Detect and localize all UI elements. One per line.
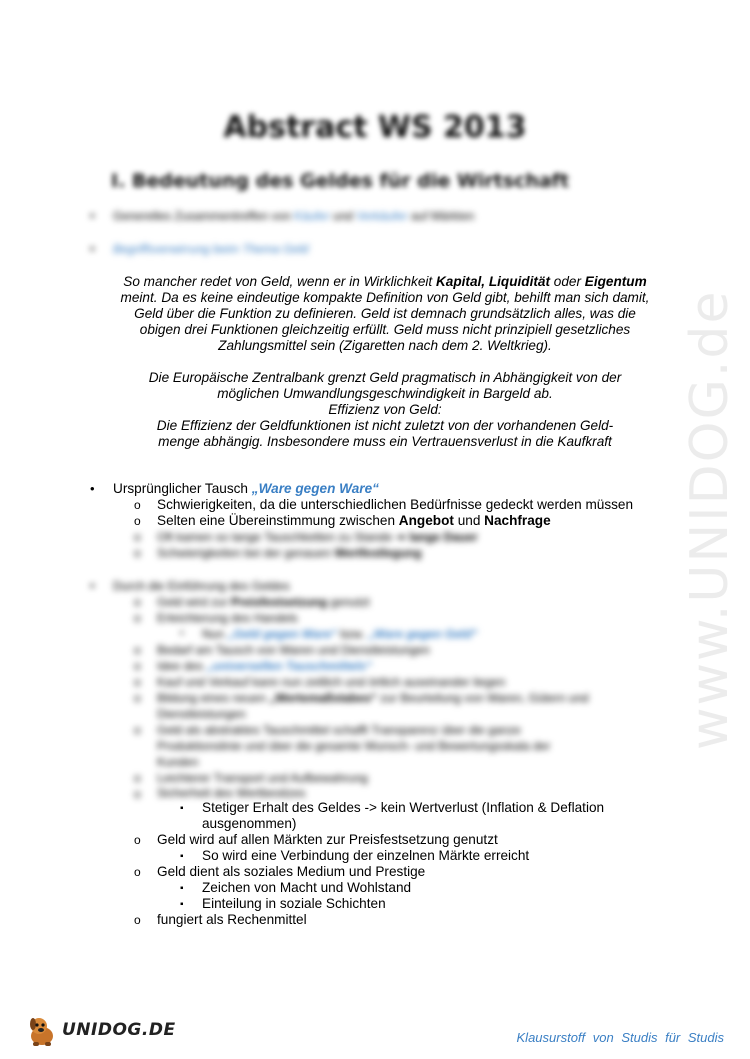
sub-bullet: o (134, 771, 141, 785)
sub-bullet: o (134, 643, 141, 657)
sub-bullet: o (134, 530, 141, 544)
tausch-item-3: Oft kamen so lange Tauschketten zu Stande ➔ lange Dauer (157, 530, 478, 544)
para1-line2: meint. Da es keine eindeutige kompakte Definition von Geld gibt, behilft man sich damit, (120, 290, 650, 305)
para1-line4: obigen drei Funktionen gleichzeitig erfüllt. Geld muss nicht prinzipiell gesetzliches (139, 322, 631, 337)
geld-item-12: fungiert als Rechenmittel (157, 912, 307, 927)
watermark (650, 280, 750, 760)
geld-item-9: Sicherheit des Wertbesitzes (157, 786, 306, 800)
para2-line4: Die Effizienz der Geldfunktionen ist nicht zuletzt von der vorhandenen Geld- (156, 418, 614, 433)
intro-bullet-2: Begriffsverwirrung beim Thema Geld (113, 242, 309, 256)
sub-bullet: o (134, 913, 141, 927)
sub-bullet: o (134, 514, 141, 528)
geld-item-1: Geld wird zur Preisfestsetzung genutzt (157, 595, 370, 609)
para2-line3: Effizienz von Geld: (328, 402, 442, 417)
sub-sub-bullet: ▪ (180, 803, 184, 814)
tausch-heading: Ursprünglicher Tausch „Ware gegen Ware“ (113, 481, 379, 496)
sub-sub-bullet: ▪ (180, 628, 184, 639)
bullet: • (90, 481, 95, 496)
geld-item-3: Bedarf am Tausch von Waren und Dienstleistungen (157, 643, 430, 657)
geld-item-6: Bildung eines neuen „Wertemaßstabes“ zur Beurteilung von Waren, Gütern und (157, 691, 589, 705)
bullet: • (90, 208, 95, 223)
sub-bullet: o (134, 498, 141, 512)
geld-item-7-cont2: Kunden (157, 755, 199, 769)
geld-item-10: Geld wird auf allen Märkten zur Preisfestsetzung genutzt (157, 832, 498, 847)
definition-paragraph (100, 274, 670, 354)
sub-sub-bullet: ▪ (180, 851, 184, 862)
geld-item-9-sub: Stetiger Erhalt des Geldes -> kein Wertverlust (Inflation & Deflation (202, 800, 605, 815)
geld-item-10-sub: So wird eine Verbindung der einzelnen Märkte erreicht (202, 848, 530, 863)
document-title: Abstract WS 2013 (223, 110, 527, 145)
geld-item-2: Erleichterung des Handels (157, 611, 298, 625)
geld-item-11-sub1: Zeichen von Macht und Wohlstand (202, 880, 412, 895)
geld-item-8: Leichterer Transport und Aufbewahrung (157, 771, 368, 785)
sub-bullet: o (134, 787, 141, 801)
geld-item-7: Geld als abstraktes Tauschmittel schafft Transparenz über die ganze (157, 723, 521, 737)
para2-line2: möglichen Umwandlungsgeschwindigkeit in Bargeld ab. (217, 386, 553, 401)
tausch-item-1: Schwierigkeiten, da die unterschiedlichen Bedürfnisse gedeckt werden müssen (157, 497, 634, 512)
geld-item-7-cont1: Produktionslinie und über die gesamte Wunsch- und Bewertungsskala der (157, 739, 551, 753)
para2-line5: menge abhängig. Insbesondere muss ein Vertrauensverlust in die Kaufkraft (158, 434, 612, 449)
sub-bullet: o (134, 659, 141, 673)
geld-item-11-sub2: Einteilung in soziale Schichten (202, 896, 386, 911)
bullet: • (90, 241, 95, 256)
sub-bullet: o (134, 675, 141, 689)
dog-mascot-icon (24, 1012, 60, 1048)
geld-item-9-sub-cont: ausgenommen) (202, 816, 297, 831)
geld-item-5: Kauf und Verkauf kann nun zeitlich und örtlich auseinander liegen (157, 675, 506, 689)
geld-item-6-cont: Dienstleistungen (157, 707, 246, 721)
geld-item-4: Idee des „universellen Tauschmittels“ (157, 659, 372, 673)
section-heading: I. Bedeutung des Geldes für die Wirtschaft (111, 170, 570, 192)
sub-bullet: o (134, 833, 141, 847)
para2-line1: Die Europäische Zentralbank grenzt Geld pragmatisch in Abhängigkeit von der (148, 370, 622, 385)
unidog-logo (24, 1012, 176, 1048)
para1-line3: Geld über die Funktion zu definieren. Geld ist demnach grundsätzlich alles, was die (134, 306, 636, 321)
intro-bullet-1: Generelles Zusammentreffen von Käufer und Verkäufer auf Märkten (113, 209, 475, 223)
sub-bullet: o (134, 611, 141, 625)
watermark-text: www.UNIDOG.de (680, 289, 740, 750)
logo-text: UNIDOG.DE (62, 1020, 176, 1040)
sub-bullet: o (134, 865, 141, 879)
sub-bullet: o (134, 691, 141, 705)
sub-bullet: o (134, 546, 141, 560)
sub-sub-bullet: ▪ (180, 883, 184, 894)
footer-tagline: Klausurstoff von Studis für Studis (516, 1030, 724, 1045)
para1-line1: So mancher redet von Geld, wenn er in Wirklichkeit Kapital, Liquidität oder Eigentum (123, 274, 647, 289)
ezb-paragraph (100, 370, 670, 450)
para1-line5: Zahlungsmittel sein (Zigaretten nach dem 2. Weltkrieg). (218, 338, 552, 353)
tausch-item-2: Selten eine Übereinstimmung zwischen Angebot und Nachfrage (157, 513, 551, 528)
geld-heading: Durch die Einführung des Geldes (113, 579, 290, 593)
bullet: • (90, 578, 95, 593)
geld-item-2-sub: Nun „Geld gegen Ware“ bzw. „Ware gegen Geld“ (202, 627, 478, 641)
sub-bullet: o (134, 723, 141, 737)
tausch-item-4: Schwierigkeiten bei der genauen Wertfestlegung (157, 546, 422, 560)
sub-bullet: o (134, 595, 141, 609)
geld-item-11: Geld dient als soziales Medium und Prestige (157, 864, 426, 879)
sub-sub-bullet: ▪ (180, 899, 184, 910)
